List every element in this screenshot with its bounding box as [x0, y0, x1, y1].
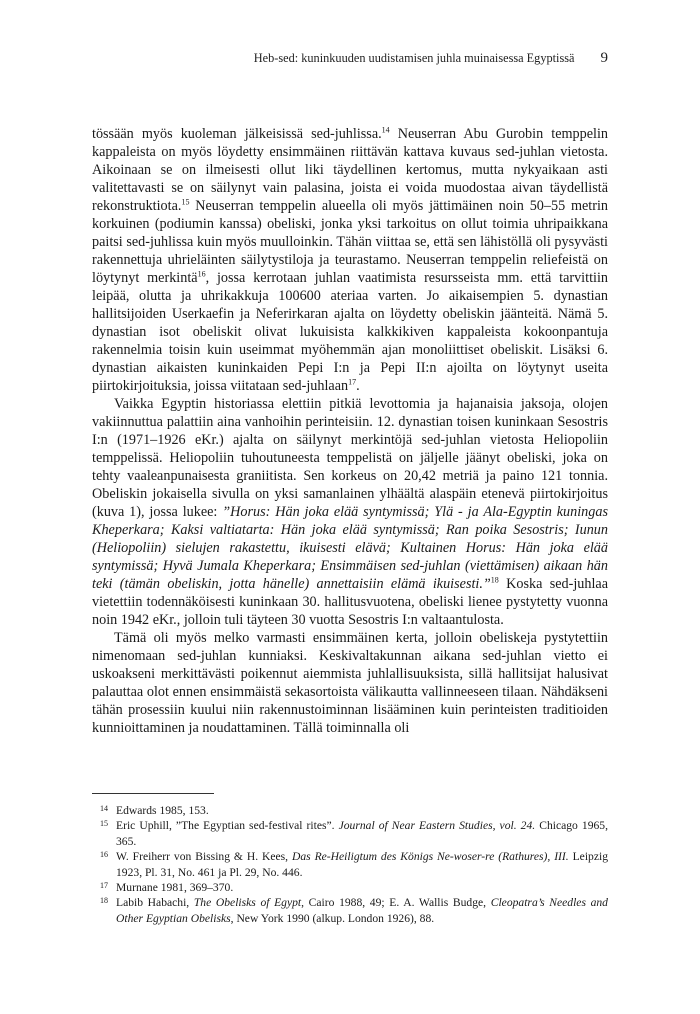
paragraph-1	[92, 125, 608, 395]
paragraph-1-text: .	[356, 378, 360, 394]
paragraph-2-text: Koska sed-juhlaa vietettiin todennäköisesti kuninkaan 30. hallitusvuotena, obeliski lienee pystytetty vuonna noin 1942 eKr., jolloin tuli täyteen 30 vuotta Sesostris I:n valtaantulosta.	[92, 576, 608, 628]
footnote-text: Murnane 1981, 369–370.	[116, 881, 234, 895]
paragraph-1-text: , jossa kerrotaan juhlan vaatimista resursseista mm. että tarvittiin leipää, olutta ja uhrikakkuja 100600 ateriaa varten. Jo aikaisempien 5. dynastian hallitsijoiden Userkaefin ja Neferirkaran ajalta on löydetty obeliskin jäänteitä. Nämä 5. dynastian isot obeliskit olivat lukuisista kalkkikiven kappaleista kokoonpantuja rakennelmia toisin kuin useimmat myöhemmän ajan monoliittiset obeliskit. Lisäksi 6. dynastian aikaisten kuninkaiden Pepi I:n ja Pepi II:n ajoilta on löytynyt useita piirtokirjoituksia, joissa viitataan sed-juhlaan	[92, 270, 608, 394]
footnote-text: , Cairo 1988, 49; E. A. Wallis Budge,	[301, 896, 491, 910]
paragraph-3	[92, 629, 608, 737]
footnote-ref-15: 15	[181, 197, 190, 207]
footnote-text: , New York 1990 (alkup. London 1926), 88.	[230, 911, 435, 925]
footnote-italic-title: Journal of Near Eastern Studies, vol. 24.	[338, 819, 536, 833]
footnote-16	[92, 849, 608, 880]
paragraph-2-text: Vaikka Egyptin historiassa elettiin pitkiä levottomia ja hajanaisia jaksoja, olojen vakiinnuttua palattiin aina vanhoihin perinteisiin. 12. dynastian toisen kuninkaan Sesostris I:n (1971–1926 eKr.) ajalta on säilynyt merkintöjä sed-juhlan vietosta Heliopoliin temppelissä. Heliopoliin tuhoutuneesta temppelistä on jäljelle jäänyt obeliski, joka on tehty vaaleanpunaisesta graniitista. Sen korkeus on 20,42 metriä ja paino 121 tonnia. Obeliskin jokaisella sivulla on yksi samanlainen ylhäältä alaspäin etenevä piirtokirjoitus (kuva 1), jossa lukee:	[92, 396, 608, 520]
running-header	[92, 50, 608, 67]
footnote-14	[92, 803, 608, 818]
paragraph-1-text: Neuserran Abu Gurobin temppelin kappaleista on myös löydetty ensimmäinen riittävän kattava kuvaus sed-juhlan vietosta. Aikoinaan se on ilmeisesti ollut liki täydellinen kertomus, mutta nykyaikaan asti valitettavasti se on säilynyt vain palasina, joista ei voida muodostaa aivan täydellistä rekonstruktiota.	[92, 126, 608, 214]
footnote-number: 15	[100, 819, 108, 829]
footnote-number: 14	[100, 804, 108, 813]
footnote-ref-14: 14	[381, 125, 390, 135]
footnote-italic-title: Cleopatra’s Needles and Other Egyptian Obelisks	[116, 896, 608, 925]
footnotes	[92, 803, 608, 926]
paragraph-2	[92, 395, 608, 629]
footnote-italic-title: The Obelisks of Egypt	[193, 896, 302, 910]
footnote-text: Eric Uphill, ”The Egyptian sed-festival rites”.	[116, 819, 339, 833]
footnote-number: 16	[100, 850, 108, 860]
footnote-divider	[92, 793, 214, 794]
footnote-text: Labib Habachi,	[116, 896, 194, 910]
footnote-ref-16: 16	[197, 269, 206, 279]
footnote-ref-17: 17	[348, 377, 357, 387]
footnote-15	[92, 818, 608, 849]
footnote-text: Chicago 1965, 365.	[116, 819, 608, 848]
paragraph-1-text: Neuserran temppelin alueella oli myös jättimäinen noin 50–55 metrin korkuinen (podiumin kanssa) obeliski, jonka yksi tarkoitus on ollut toimia uhripaikkana paitsi sed-juhlissa kuin myös muulloinkin. Tähän viittaa se, että sen lähistöllä oli pysyvästi rakennettuja uhrieläinten säilytystiloja ja teurastamo. Neuserran temppelin reliefeistä on löytynyt merkintä	[92, 198, 608, 286]
footnote-17	[92, 880, 608, 895]
footnote-text: W. Freiherr von Bissing & H. Kees,	[116, 850, 292, 864]
paragraph-1-text: tössään myös kuoleman jälkeisissä sed-juhlissa.	[92, 126, 382, 142]
footnote-18	[92, 895, 608, 926]
page-number: 9	[600, 50, 608, 66]
running-header-title: Heb-sed: kuninkuuden uudistamisen juhla muinaisessa Egyptissä	[253, 51, 575, 65]
footnote-ref-18: 18	[490, 575, 499, 585]
obelisk-inscription-quote: ”Horus: Hän joka elää syntymissä; Ylä - ja Ala-Egyptin kuningas Kheperkara; Kaksi valtiatarta: Hän joka elää syntymissä; Ran poika Sesostris; Iunun (Heliopoliin) sielujen rakastettu, ikuisesti elävä; Kultainen Horus: Hän joka elää syntymissä; Hyvä Jumala Kheperkara; Ensimmäisen sed-juhlan (viettämisen) aikaan hän teki (tämän obeliskin, jotta hänelle) annettaisiin elämä ikuisesti.”	[92, 504, 608, 592]
footnote-number: 18	[100, 896, 108, 906]
footnote-number: 17	[100, 881, 108, 891]
footnote-text: Leipzig 1923, Pl. 31, No. 461 ja Pl. 29, No. 446.	[116, 850, 609, 879]
paragraph-3-text: Tämä oli myös melko varmasti ensimmäinen kerta, jolloin obeliskeja pystytettiin nimenomaan sed-juhlan kunniaksi. Keskivaltakunnan aikana sed-juhlan vietto ei uskoakseni merkittävästi poikennut aiemmista juhlallisuuksista, sillä hallitsijat halusivat palauttaa olot ennen ensimmäistä sekasortoista välikautta vallinneeseen tilaan. Nähdäkseni tähän prosessiin kuului niin rakennustoiminnan lisääminen kuin perinteisten traditioiden kunnioittaminen ja noudattaminen. Tällä toiminnalla oli	[92, 630, 608, 736]
body-text	[92, 125, 608, 737]
footnote-italic-title: Das Re-Heiligtum des Königs Ne-woser-re (Rathures), III.	[291, 850, 569, 864]
footnote-text: Edwards 1985, 153.	[116, 804, 209, 817]
